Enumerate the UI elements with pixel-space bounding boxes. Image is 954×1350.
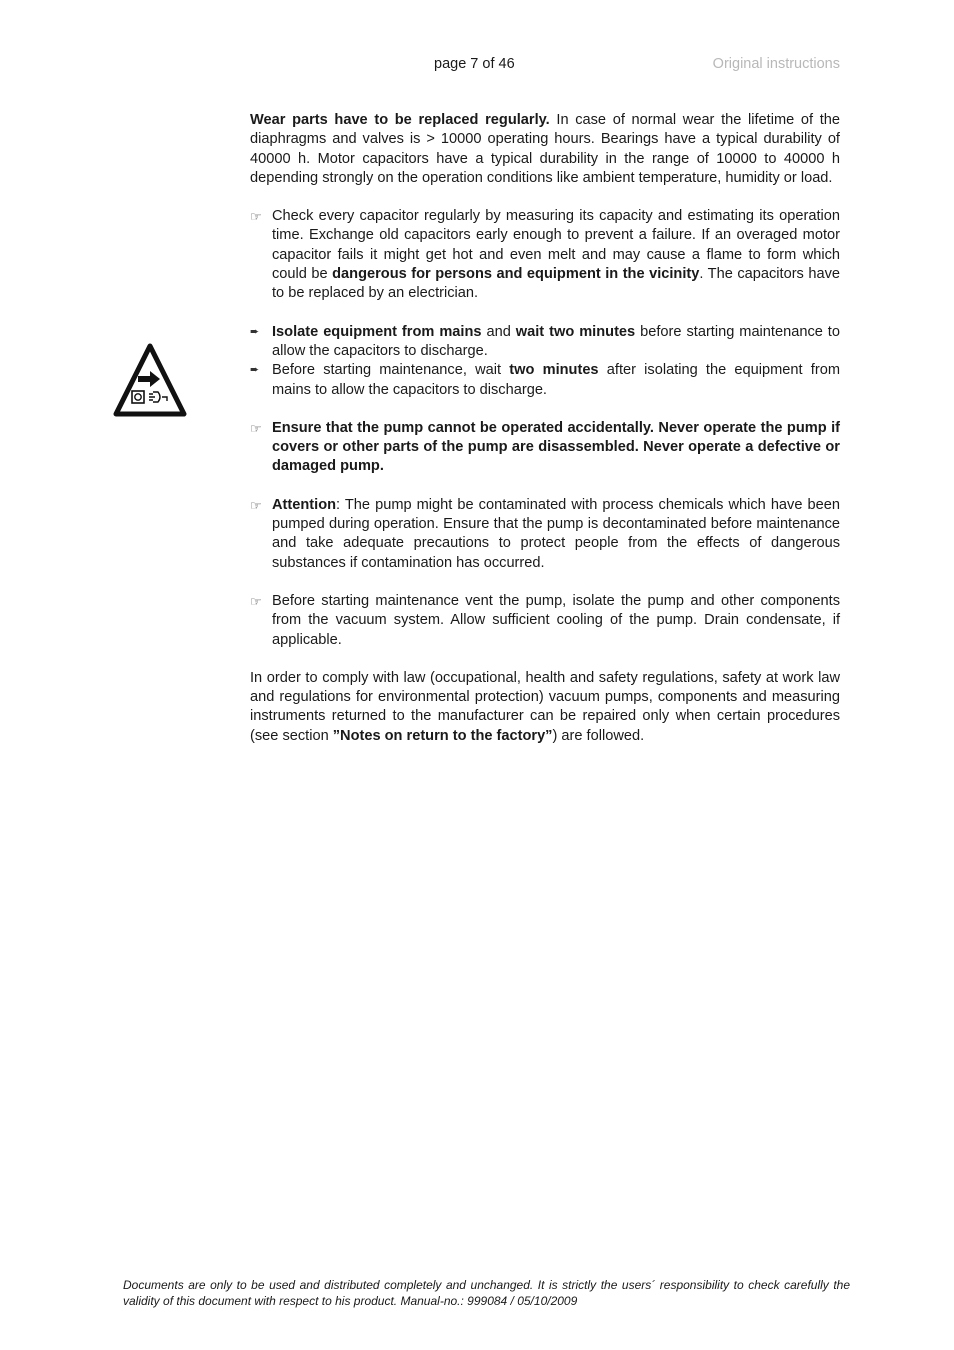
pointing-hand-icon: ☞	[250, 593, 262, 609]
capacitor-check-text: Check every capacitor regularly by measuring its capacity and estimating its operation time. Exchange old capacitors early enough to prevent a failure. If an overaged motor capacitor fails it might get hot and even melt and may cause a flame to form which could be	[272, 208, 840, 283]
isolate-conjunction: and	[481, 323, 516, 340]
attention-item	[250, 496, 840, 573]
capacitor-check-bold: dangerous for persons and equipment in the vicinity	[332, 266, 700, 283]
electrical-hazard-warning-icon	[112, 342, 188, 420]
before-maintenance-text-end: after isolating the equipment from mains to allow the capacitors to discharge.	[272, 362, 840, 398]
wear-parts-text: In case of normal wear the lifetime of the diaphragms and valves is > 10000 operating hours. Bearings have a typical durability of 40000 h. Motor capacitors have a typical durability in the range of 10000 to 40000 h depending strongly on the operation conditions like ambient temperature, humidity or load.	[250, 112, 841, 186]
return-section-reference: ”Notes on return to the factory”	[332, 727, 553, 744]
vent-pump-text: Before starting maintenance vent the pump, isolate the pump and other components from the vacuum system. Allow sufficient cooling of the pump. Drain condensate, if applicable.	[272, 592, 840, 648]
law-compliance-paragraph	[250, 669, 840, 746]
footer-disclaimer: Documents are only to be used and distributed completely and unchanged. It is strictly the users´ responsibility to check carefully the validity of this document with respect to his product. Manual-no.: 999084 / 05/10/2009	[123, 1278, 850, 1308]
ensure-pump-text: Ensure that the pump cannot be operated accidentally. Never operate the pump if covers or other parts of the pump are disassembled. Never operate a defective or damaged pump.	[272, 419, 840, 475]
wear-parts-paragraph	[250, 111, 840, 188]
document-type-label: Original instructions	[712, 56, 840, 72]
attention-label: Attention	[272, 496, 337, 513]
pointing-hand-icon: ☞	[250, 420, 262, 436]
before-maintenance-text: Before starting maintenance, wait	[272, 362, 510, 379]
capacitor-check-item	[250, 207, 840, 303]
main-content	[250, 111, 840, 746]
attention-text: : The pump might be contaminated with process chemicals which have been pumped during operation. Ensure that the pump is decontaminated before maintenance and take adequate precautions to protect people from the effects of dangerous substances if contamination has occurred.	[272, 496, 840, 571]
pointing-hand-icon: ☞	[250, 209, 262, 225]
two-minutes-bold: two minutes	[509, 362, 599, 379]
arrow-right-icon: ➨	[250, 364, 260, 377]
wear-parts-heading: Wear parts have to be replaced regularly.	[250, 112, 550, 128]
isolate-mains-bold: Isolate equipment from mains	[272, 323, 482, 340]
ensure-pump-item	[250, 419, 840, 477]
isolate-text: before starting maintenance to allow the capacitors to discharge.	[272, 323, 840, 359]
capacitor-check-text-end: . The capacitors have to be replaced by an electrician.	[272, 266, 841, 302]
pointing-hand-icon: ☞	[250, 497, 262, 513]
isolate-mains-item	[250, 323, 840, 362]
page-number: page 7 of 46	[434, 56, 515, 72]
law-text: In order to comply with law (occupational, health and safety regulations, safety at work law and regulations for environmental protection) vacuum pumps, components and measuring instruments returned to the manufacturer can be repaired only when certain procedures (see section	[250, 669, 840, 744]
arrow-right-icon: ➨	[250, 325, 260, 338]
vent-pump-item	[250, 592, 840, 650]
law-text-end: ) are followed.	[552, 727, 645, 744]
wait-two-minutes-bold: wait two minutes	[515, 323, 636, 340]
before-maintenance-item	[250, 361, 840, 400]
